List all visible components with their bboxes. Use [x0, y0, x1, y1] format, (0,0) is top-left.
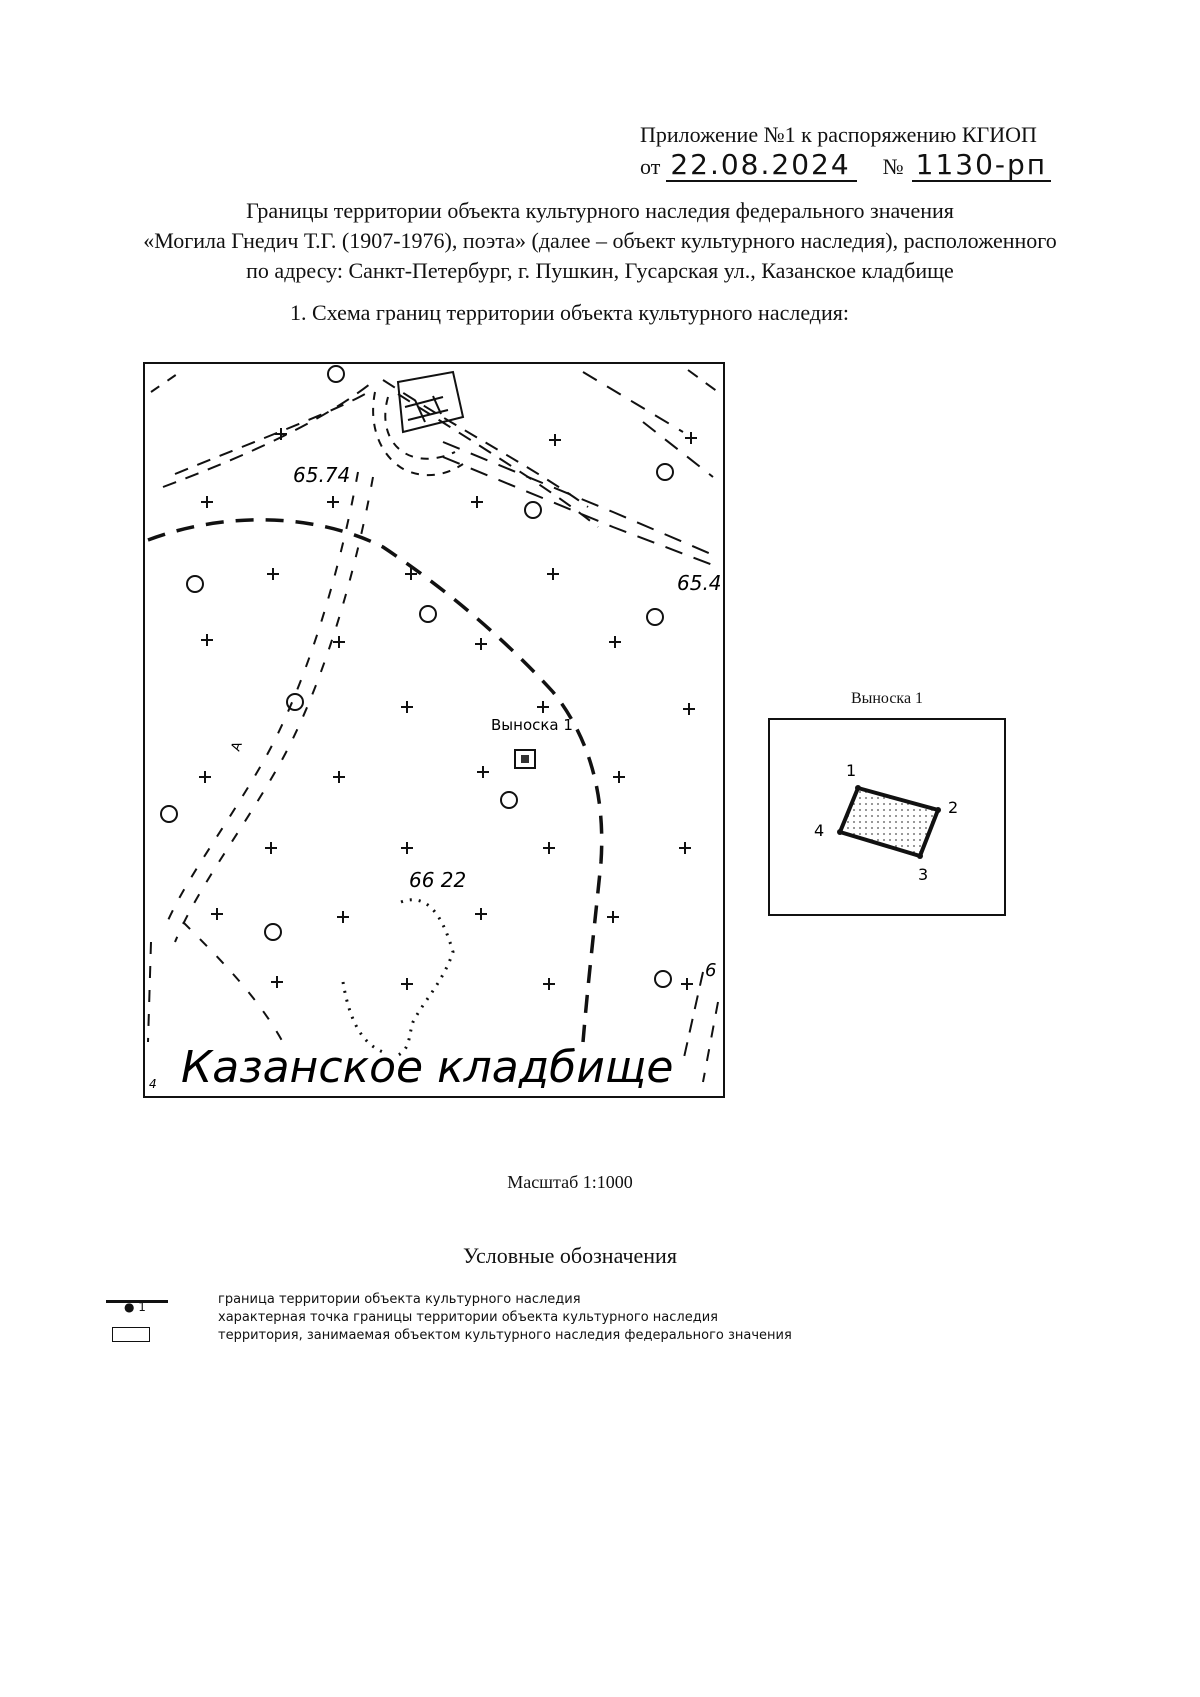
legend-item-boundary: граница территории объекта культурного наследия: [218, 1292, 581, 1307]
legend-point-symbol: ● 1: [124, 1300, 146, 1314]
title-line-2: «Могила Гнедич Т.Г. (1907-1976), поэта» (далее – объект культурного наследия), расположенного: [143, 228, 1057, 253]
point-2-marker: [935, 807, 941, 813]
cemetery-label: Казанское кладбище: [181, 1042, 674, 1093]
map-scale: Масштаб 1:1000: [507, 1172, 633, 1192]
legend-point-number: 1: [138, 1300, 146, 1314]
point-2-label: 2: [948, 798, 959, 817]
number-prefix: №: [882, 154, 904, 179]
map-frame: [144, 363, 724, 1097]
elevation-66-22: 66 22: [409, 868, 467, 892]
callout-marker-fill: [521, 755, 529, 763]
legend-title: Условные обозначения: [463, 1243, 677, 1268]
callout-reference: Выноска 1: [491, 716, 573, 734]
edge-label-right: 6: [705, 960, 717, 981]
decree-row: [640, 150, 1060, 182]
title-line-1: Границы территории объекта культурного наследия федерального значения: [246, 198, 954, 223]
point-3-label: 3: [918, 865, 929, 884]
elevation-65-4: 65.4: [677, 571, 722, 595]
appendix-header: [640, 120, 1060, 182]
road-letter: A: [228, 739, 246, 754]
point-1-label: 1: [846, 761, 857, 780]
edge-label-left: 4: [149, 1077, 157, 1091]
date-prefix: от: [640, 154, 661, 179]
appendix-title: Приложение №1 к распоряжению КГИОП: [640, 122, 1037, 147]
callout-diagram: [768, 718, 1008, 918]
point-3-marker: [917, 853, 923, 859]
decree-number: 1130-рп: [912, 150, 1051, 182]
legend-item-territory: территория, занимаемая объектом культурного наследия федерального значения: [218, 1328, 792, 1343]
elevation-65-74: 65.74: [293, 463, 351, 487]
point-4-label: 4: [814, 821, 825, 840]
point-1-marker: [855, 785, 861, 791]
point-4-marker: [837, 829, 843, 835]
legend-territory-symbol: [112, 1327, 150, 1342]
title-line-3: по адресу: Санкт-Петербург, г. Пушкин, Гусарская ул., Казанское кладбище: [246, 258, 954, 283]
decree-date: 22.08.2024: [666, 150, 856, 182]
document-title: [80, 196, 1120, 286]
boundary-map: [143, 362, 725, 1098]
section-heading: 1. Схема границ территории объекта культурного наследия:: [290, 300, 850, 325]
legend-item-point: характерная точка границы территории объекта культурного наследия: [218, 1310, 718, 1325]
callout-title: Выноска 1: [850, 690, 924, 707]
